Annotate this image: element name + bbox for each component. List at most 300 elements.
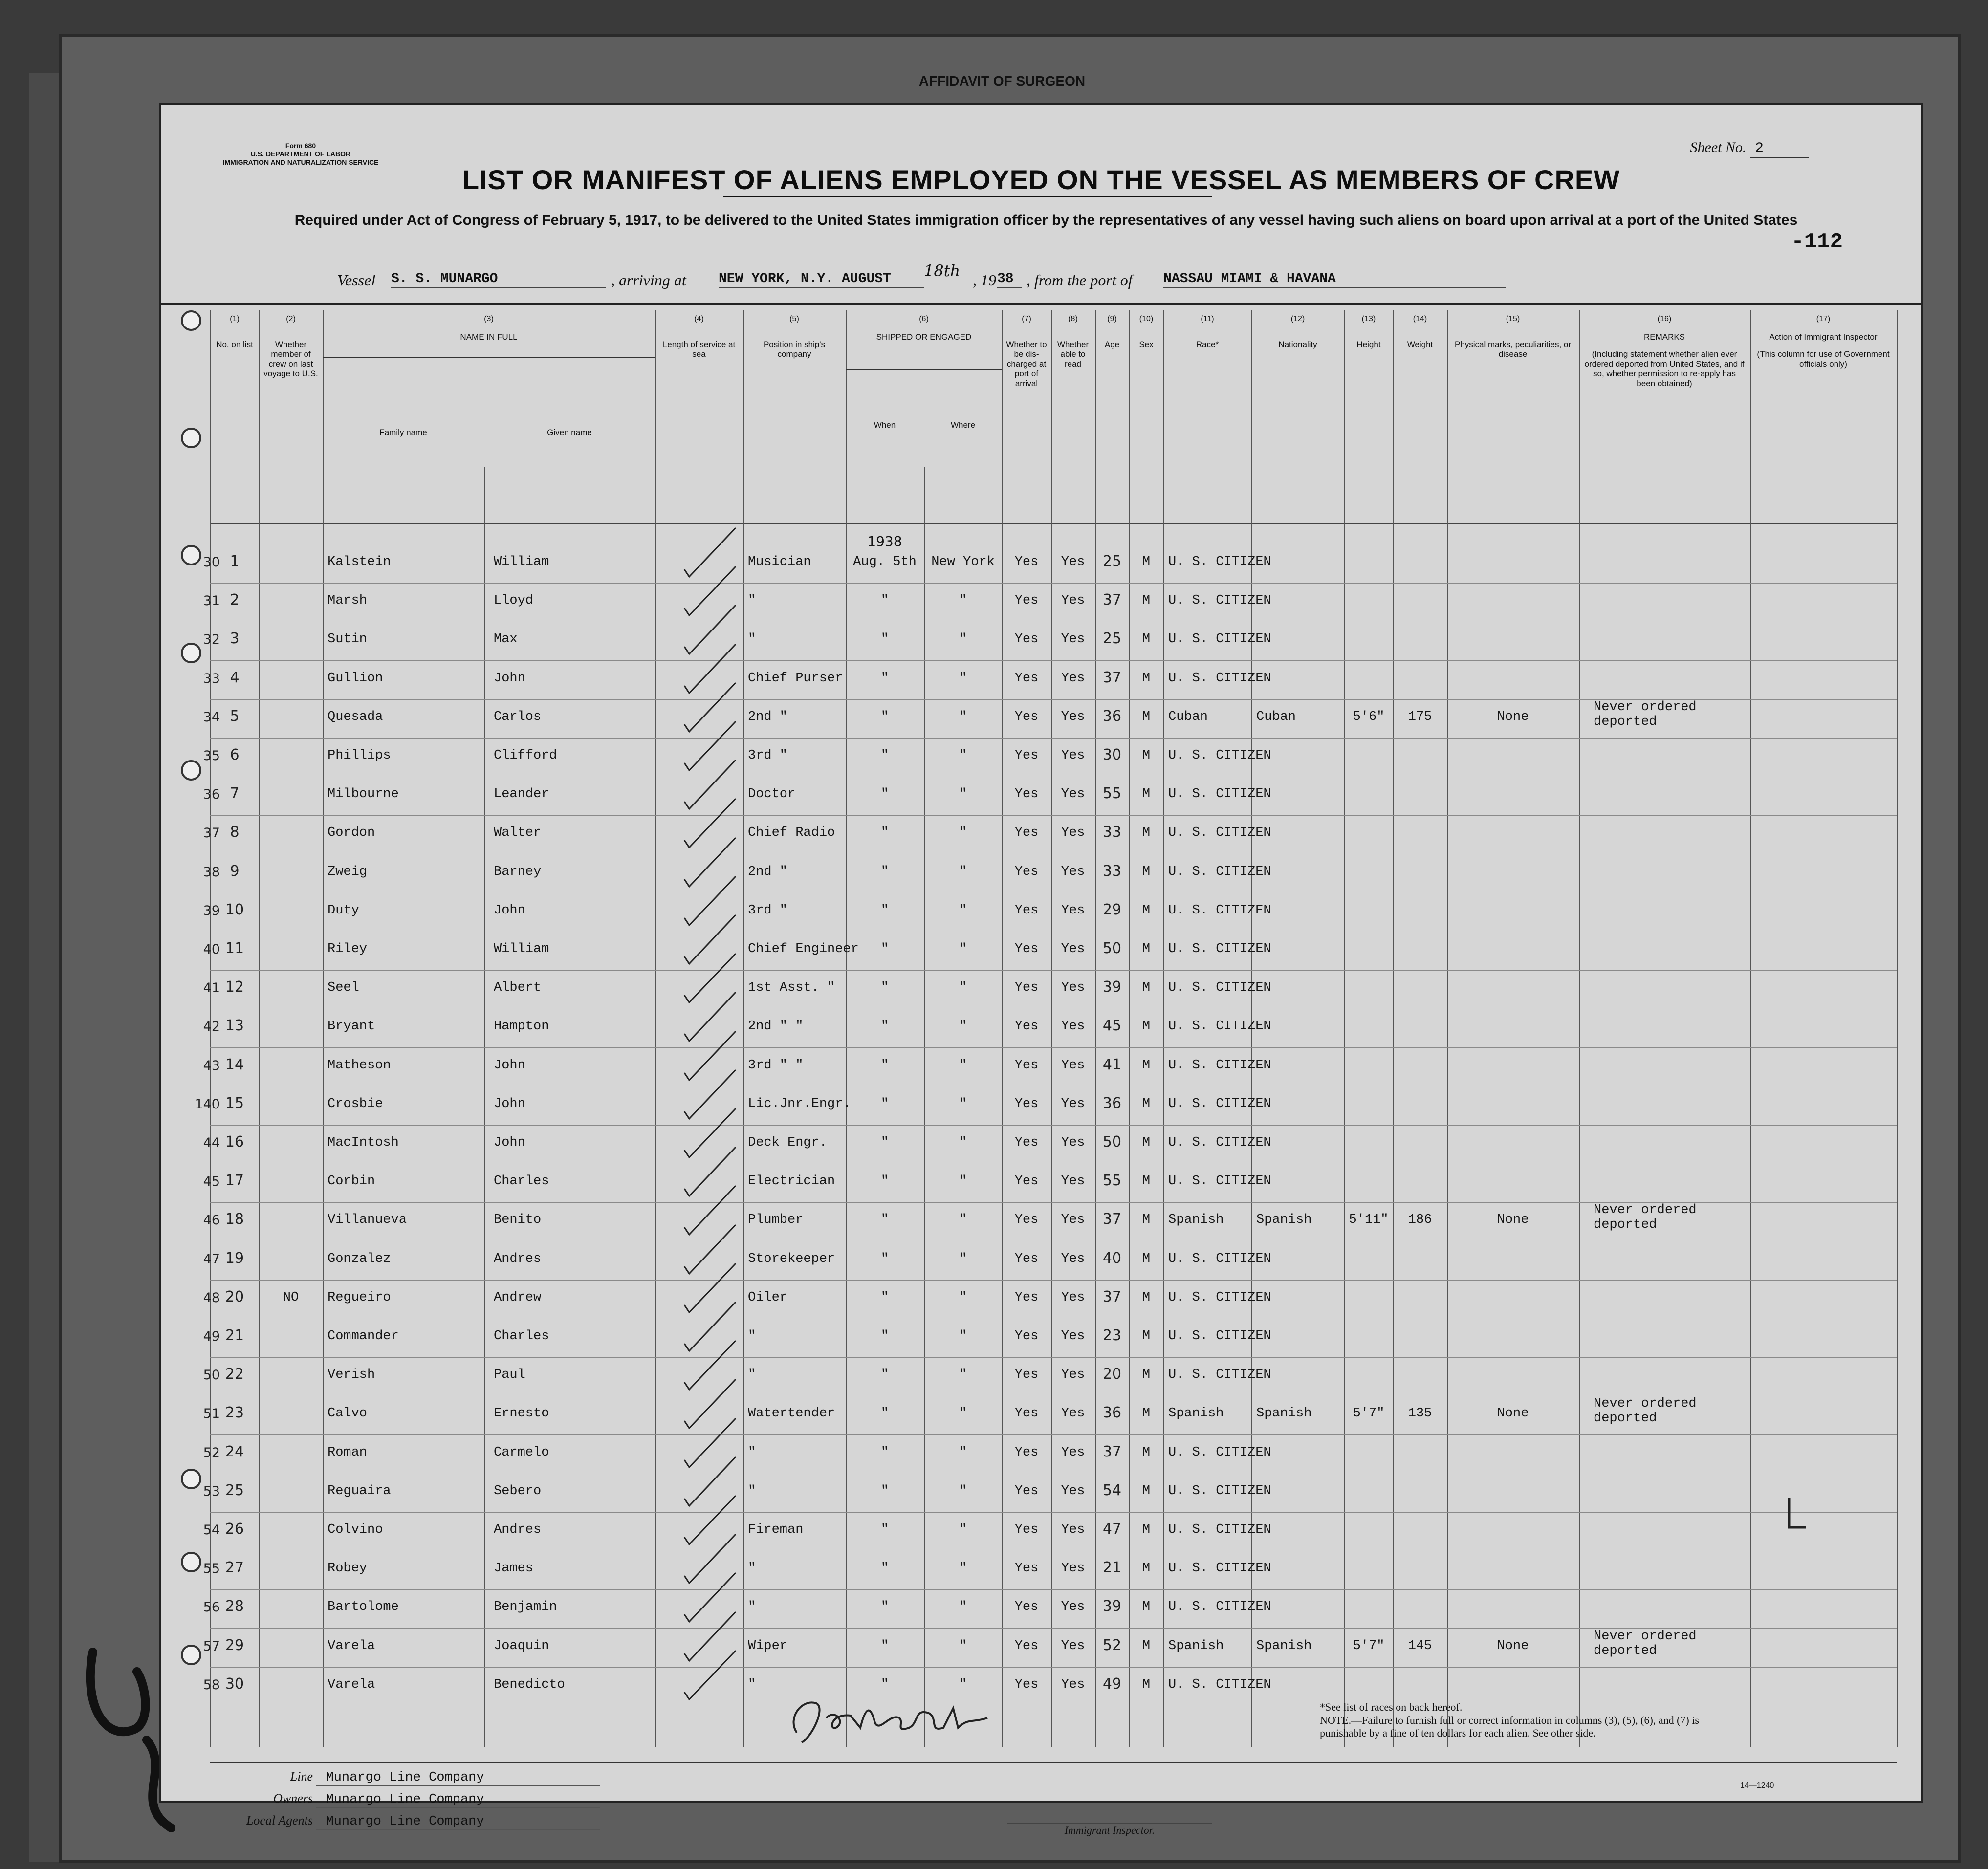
cell-disch: Yes <box>1014 1213 1039 1228</box>
sheet-number <box>1690 139 1809 158</box>
cell-position: " <box>748 1445 756 1460</box>
cell-given: Paul <box>494 1368 525 1383</box>
cell-position: " <box>748 1677 756 1692</box>
cell-disch: Yes <box>1014 826 1039 841</box>
line-label: Line <box>290 1769 313 1783</box>
cell-position: " <box>748 1483 756 1499</box>
cell-where: " <box>959 1174 967 1189</box>
column-header: REMARKS <box>1643 332 1685 342</box>
cell-given: Benedicto <box>494 1677 565 1692</box>
cell-race: U. S. CITIZEN <box>1168 593 1271 609</box>
column-number: (5) <box>789 315 799 323</box>
cell-family: Gonzalez <box>328 1251 391 1266</box>
column-header: Whether member of crew on last voyage to U.S. <box>263 340 318 378</box>
cell-disch: Yes <box>1014 903 1039 918</box>
sequence-number: 35 <box>203 748 220 763</box>
cell-age: 36 <box>1102 1404 1122 1422</box>
cell-sex: M <box>1142 1135 1151 1150</box>
cell-sex: M <box>1142 1174 1151 1189</box>
column-header: Length of service at sea <box>662 340 736 359</box>
cell-disch: Yes <box>1014 1058 1039 1073</box>
cell-given: John <box>494 671 525 686</box>
cell-sex: M <box>1142 1483 1151 1499</box>
table-row <box>203 1242 1897 1280</box>
cell-given: Leander <box>494 787 549 802</box>
cell-disch: Yes <box>1014 1638 1039 1653</box>
cell-position: " <box>748 593 756 609</box>
cell-where: New York <box>931 555 995 569</box>
cell-sex: M <box>1142 632 1151 647</box>
cell-disch: Yes <box>1014 1483 1039 1499</box>
table-row <box>203 971 1897 1009</box>
cell-family: Villanueva <box>328 1213 407 1228</box>
cell-weight: 145 <box>1408 1638 1432 1653</box>
cell-family: Regueiro <box>328 1290 391 1305</box>
cell-remarks: Never ordered deported <box>1594 1629 1697 1658</box>
cell-disch: Yes <box>1014 709 1039 724</box>
cell-family: Matheson <box>328 1058 391 1073</box>
cell-position: " <box>748 1368 756 1383</box>
sequence-number: 37 <box>203 826 220 841</box>
cell-height: 5'7" <box>1353 1638 1385 1653</box>
sequence-number: 38 <box>203 864 220 880</box>
cell-position: 1st Asst. " <box>748 980 835 996</box>
cell-position: " <box>748 632 756 647</box>
cell-where: " <box>959 1677 967 1692</box>
cell-read: Yes <box>1061 1329 1085 1344</box>
table-row <box>203 1435 1897 1474</box>
cell-when: " <box>880 1406 889 1421</box>
title-underline <box>723 196 1212 197</box>
cell-position: 3rd " " <box>748 1058 804 1073</box>
cell-family: Phillips <box>328 748 391 763</box>
cell-read: Yes <box>1061 632 1085 647</box>
cell-marks: None <box>1497 1638 1529 1653</box>
cell-family: Colvino <box>328 1522 383 1537</box>
cell-family: Gullion <box>328 671 383 686</box>
cell-race: U. S. CITIZEN <box>1168 1329 1271 1344</box>
cell-read: Yes <box>1061 942 1085 956</box>
penalty-note: NOTE.—Failure to furnish full or correct information in columns (3), (5), (6), and (7) is punishable by a fine of ten dollars for each alien. See other side. <box>1320 1714 1699 1739</box>
cell-when: " <box>880 748 889 763</box>
sequence-number: 50 <box>203 1368 220 1383</box>
cell-sex: M <box>1142 1251 1151 1266</box>
sequence-number: 30 <box>203 555 220 570</box>
column-number: (8) <box>1068 315 1078 323</box>
cell-race: U. S. CITIZEN <box>1168 1561 1271 1576</box>
cell-given: William <box>494 555 549 569</box>
arrival-year: 38 <box>997 271 1022 288</box>
cell-read: Yes <box>1061 671 1085 686</box>
cell-sex: M <box>1142 826 1151 841</box>
cell-position: Chief Engineer <box>748 942 859 956</box>
column-number: (10) <box>1139 315 1154 323</box>
cell-position: Deck Engr. <box>748 1135 828 1150</box>
cell-no: 16 <box>225 1133 244 1151</box>
cell-race: U. S. CITIZEN <box>1168 980 1271 996</box>
cell-where: " <box>959 632 967 647</box>
cell-when: " <box>880 709 889 724</box>
cell-no: 30 <box>225 1675 244 1693</box>
sequence-number: 58 <box>203 1677 220 1693</box>
cell-family: Riley <box>328 942 368 956</box>
cell-family: Robey <box>328 1561 368 1576</box>
cell-race: U. S. CITIZEN <box>1168 632 1271 647</box>
service-check-mark <box>679 1648 738 1702</box>
cell-position: 2nd " " <box>748 1019 804 1034</box>
column-number: (9) <box>1107 315 1117 323</box>
cell-position: " <box>748 1329 756 1344</box>
cell-race: U. S. CITIZEN <box>1168 1677 1271 1692</box>
crew-manifest-table <box>195 310 1897 1747</box>
cell-age: 23 <box>1102 1327 1122 1344</box>
cell-read: Yes <box>1061 1638 1085 1653</box>
cell-no: 7 <box>230 785 240 803</box>
cell-no: 11 <box>225 940 244 957</box>
cell-when: " <box>880 787 889 802</box>
cell-race: U. S. CITIZEN <box>1168 1174 1271 1189</box>
cell-position: " <box>748 1561 756 1576</box>
cell-no: 8 <box>230 824 240 841</box>
cell-age: 49 <box>1102 1675 1122 1693</box>
cell-age: 55 <box>1102 1172 1122 1190</box>
cell-given: Benito <box>494 1213 542 1228</box>
cell-sex: M <box>1142 1058 1151 1073</box>
column-header: Physical marks, peculiarities, or disease <box>1454 340 1572 359</box>
cell-position: Doctor <box>748 787 796 802</box>
cell-disch: Yes <box>1014 1251 1039 1266</box>
cell-when: " <box>880 1638 889 1653</box>
footer-rule <box>210 1762 1897 1763</box>
column-header: Nationality <box>1278 340 1317 349</box>
cell-race: Spanish <box>1168 1638 1224 1653</box>
cell-age: 55 <box>1102 785 1122 803</box>
cell-family: Bryant <box>328 1019 375 1034</box>
cell-read: Yes <box>1061 1019 1085 1034</box>
binder-hole <box>181 310 201 331</box>
table-row <box>203 1551 1897 1589</box>
cell-where: " <box>959 1058 967 1073</box>
cell-family: Calvo <box>328 1406 368 1421</box>
cell-no: 2 <box>230 591 240 609</box>
cell-given: Charles <box>494 1329 549 1344</box>
cell-remarks: Never ordered deported <box>1594 699 1697 729</box>
cell-read: Yes <box>1061 1213 1085 1228</box>
cell-read: Yes <box>1061 1290 1085 1305</box>
cell-given: Ernesto <box>494 1406 549 1421</box>
affidavit-heading: AFFIDAVIT OF SURGEON <box>918 73 1086 88</box>
column-header: Race* <box>1196 340 1219 349</box>
sequence-number: 55 <box>203 1561 220 1577</box>
cell-when: " <box>880 1483 889 1499</box>
remarks-note: (Including statement whether alien ever ordered deported from United States, and if so, whether permission to re-apply has been obtained) <box>1584 349 1745 388</box>
cell-no: 21 <box>225 1327 244 1344</box>
cell-race: U. S. CITIZEN <box>1168 1290 1271 1305</box>
cell-no: 14 <box>225 1056 244 1073</box>
column-number: (2) <box>286 315 296 323</box>
sheet-number-value: 2 <box>1750 140 1809 158</box>
cell-weight: 175 <box>1408 709 1432 724</box>
cell-no: 19 <box>225 1249 244 1267</box>
cell-sex: M <box>1142 1213 1151 1228</box>
cell-age: 50 <box>1102 1133 1122 1151</box>
cell-read: Yes <box>1061 980 1085 996</box>
cell-age: 33 <box>1102 824 1122 841</box>
cell-when: " <box>880 593 889 609</box>
cell-age: 30 <box>1102 746 1122 763</box>
cell-sex: M <box>1142 1677 1151 1692</box>
inspector-label: Immigrant Inspector. <box>1007 1823 1212 1837</box>
cell-no: 18 <box>225 1211 244 1228</box>
cell-sex: M <box>1142 787 1151 802</box>
cell-sex: M <box>1142 1561 1151 1576</box>
table-row <box>203 1009 1897 1047</box>
table-row <box>203 893 1897 932</box>
cell-read: Yes <box>1061 748 1085 763</box>
table-row <box>203 1396 1897 1434</box>
cell-disch: Yes <box>1014 748 1039 763</box>
cell-sex: M <box>1142 1406 1151 1421</box>
cell-race: U. S. CITIZEN <box>1168 1096 1271 1111</box>
footer-agents <box>240 1813 600 1830</box>
cell-no: 24 <box>225 1443 244 1460</box>
cell-height: 5'11" <box>1349 1213 1389 1228</box>
cell-no: 13 <box>225 1017 244 1035</box>
table-row <box>203 1203 1897 1241</box>
cell-read: Yes <box>1061 1368 1085 1383</box>
arriving-label: , arriving at <box>611 271 686 289</box>
cell-disch: Yes <box>1014 1406 1039 1421</box>
sequence-number: 40 <box>203 942 220 957</box>
arriving-port: NEW YORK, N.Y. AUGUST <box>719 271 924 288</box>
arriving-day: 18th <box>924 261 961 280</box>
cell-family: Varela <box>328 1638 375 1653</box>
cell-sex: M <box>1142 748 1151 763</box>
sequence-number: 36 <box>203 787 220 803</box>
table-row <box>203 661 1897 699</box>
cell-position: Wiper <box>748 1638 788 1653</box>
cell-prev: NO <box>283 1290 299 1305</box>
table-row <box>203 1590 1897 1628</box>
cell-no: 29 <box>225 1636 244 1654</box>
cell-age: 37 <box>1102 1443 1122 1460</box>
table-row <box>203 1358 1897 1396</box>
cell-where: " <box>959 593 967 609</box>
binder-hole <box>181 1469 201 1489</box>
cell-where: " <box>959 748 967 763</box>
cell-family: Zweig <box>328 864 368 879</box>
inspector-initial-mark <box>1779 1493 1813 1537</box>
cell-read: Yes <box>1061 1251 1085 1266</box>
cell-sex: M <box>1142 1368 1151 1383</box>
column-header: Weight <box>1407 340 1433 349</box>
table-row <box>195 1087 1897 1125</box>
cell-family: Kalstein <box>328 555 391 569</box>
cell-given: Barney <box>494 864 542 879</box>
cell-when: " <box>880 1096 889 1111</box>
cell-age: 33 <box>1102 862 1122 880</box>
cell-given: Benjamin <box>494 1600 557 1615</box>
cell-no: 27 <box>225 1559 244 1577</box>
cell-family: Marsh <box>328 593 368 609</box>
cell-position: Storekeeper <box>748 1251 835 1266</box>
cell-when: Aug. 5th <box>853 555 917 569</box>
cell-given: Carlos <box>494 709 542 724</box>
sequence-number: 33 <box>203 671 220 686</box>
manifest-sheet <box>161 105 1921 1836</box>
cell-no: 4 <box>230 669 240 686</box>
cell-where: " <box>959 1135 967 1150</box>
cell-where: " <box>959 1483 967 1499</box>
agents-value: Munargo Line Company <box>316 1814 600 1830</box>
cell-marks: None <box>1497 709 1529 724</box>
sheet-number-label: Sheet No. <box>1690 139 1747 155</box>
cell-sex: M <box>1142 1019 1151 1034</box>
column-rule <box>1897 310 1898 1747</box>
cell-read: Yes <box>1061 1600 1085 1615</box>
cell-remarks: Never ordered deported <box>1594 1203 1697 1233</box>
column-header: Whether to be dis-charged at port of arrival <box>1006 340 1047 388</box>
from-port: NASSAU MIAMI & HAVANA <box>1163 271 1506 288</box>
vessel-line <box>337 261 1804 296</box>
cell-disch: Yes <box>1014 1174 1039 1189</box>
cell-when: " <box>880 903 889 918</box>
cell-no: 12 <box>225 978 244 996</box>
cell-read: Yes <box>1061 709 1085 724</box>
column-header: Height <box>1356 340 1381 349</box>
table-row <box>203 1629 1897 1667</box>
cell-age: 39 <box>1102 1598 1122 1615</box>
table-row <box>203 1164 1897 1202</box>
cell-given: Max <box>494 632 518 647</box>
table-row <box>203 584 1897 622</box>
cell-age: 25 <box>1102 553 1122 570</box>
cell-race: Spanish <box>1168 1406 1224 1421</box>
cell-given: Joaquin <box>494 1638 549 1653</box>
cell-no: 6 <box>230 746 240 763</box>
cell-sex: M <box>1142 671 1151 686</box>
sequence-number: 53 <box>203 1483 220 1499</box>
binder-hole <box>181 428 201 448</box>
page-title: LIST OR MANIFEST OF ALIENS EMPLOYED ON THE VESSEL AS MEMBERS OF CREW <box>462 164 1620 195</box>
page-subtitle: Required under Act of Congress of February 5, 1917, to be delivered to the United States immigration officer by the representatives of any vessel having such aliens on board upon arrival at a port of the United States <box>294 212 1798 228</box>
table-row <box>203 932 1897 970</box>
cell-read: Yes <box>1061 1561 1085 1576</box>
cell-given: Andres <box>494 1522 542 1537</box>
cell-read: Yes <box>1061 1445 1085 1460</box>
cell-when: " <box>880 1135 889 1150</box>
family-name-subheader: Family name <box>379 428 427 437</box>
table-row <box>203 777 1897 815</box>
cell-when: " <box>880 942 889 956</box>
cell-disch: Yes <box>1014 1522 1039 1537</box>
cell-no: 1 <box>230 553 240 570</box>
cell-read: Yes <box>1061 864 1085 879</box>
cell-age: 21 <box>1102 1559 1122 1577</box>
cell-given: Sebero <box>494 1483 542 1499</box>
cell-family: Corbin <box>328 1174 375 1189</box>
cell-given: John <box>494 903 525 918</box>
cell-disch: Yes <box>1014 1368 1039 1383</box>
cell-disch: Yes <box>1014 593 1039 609</box>
cell-race: U. S. CITIZEN <box>1168 671 1271 686</box>
cell-where: " <box>959 864 967 879</box>
cell-sex: M <box>1142 1522 1151 1537</box>
cell-position: Musician <box>748 555 811 569</box>
cell-when: " <box>880 671 889 686</box>
column-number: (3) <box>484 315 494 323</box>
races-note: *See list of races on back hereof. <box>1320 1701 1463 1713</box>
cell-sex: M <box>1142 1445 1151 1460</box>
sequence-number: 51 <box>203 1406 220 1422</box>
form-identifier: Form 680 U.S. DEPARTMENT OF LABOR IMMIGRATION AND NATURALIZATION SERVICE <box>222 142 379 166</box>
cell-read: Yes <box>1061 1058 1085 1073</box>
cell-sex: M <box>1142 1600 1151 1615</box>
sequence-number: 46 <box>203 1213 220 1228</box>
cell-where: " <box>959 1213 967 1228</box>
column-header: Position in ship's company <box>763 340 826 359</box>
cell-position: 2nd " <box>748 709 788 724</box>
cell-marks: None <box>1497 1213 1529 1228</box>
cell-nat: Spanish <box>1256 1213 1312 1228</box>
cell-race: U. S. CITIZEN <box>1168 1368 1271 1383</box>
cell-given: Albert <box>494 980 542 996</box>
cell-where: " <box>959 826 967 841</box>
sequence-number: 56 <box>203 1600 220 1615</box>
table-row <box>203 699 1897 738</box>
column-header: NAME IN FULL <box>460 332 518 342</box>
cell-age: 41 <box>1102 1056 1122 1073</box>
sequence-number: 52 <box>203 1445 220 1460</box>
cell-disch: Yes <box>1014 787 1039 802</box>
cell-race: U. S. CITIZEN <box>1168 787 1271 802</box>
footer-line <box>240 1769 600 1786</box>
cell-where: " <box>959 1329 967 1344</box>
agents-label: Local Agents <box>246 1813 313 1827</box>
cell-disch: Yes <box>1014 671 1039 686</box>
cell-given: Andres <box>494 1251 542 1266</box>
cell-no: 22 <box>225 1366 244 1383</box>
sequence-number: 54 <box>203 1522 220 1538</box>
table-row <box>203 816 1897 854</box>
header-sub-rule <box>846 369 1002 370</box>
table-row <box>203 533 1897 583</box>
cell-race: U. S. CITIZEN <box>1168 1251 1271 1266</box>
cell-race: U. S. CITIZEN <box>1168 1600 1271 1615</box>
cell-when: " <box>880 632 889 647</box>
cell-disch: Yes <box>1014 1561 1039 1576</box>
cell-disch: Yes <box>1014 864 1039 879</box>
binder-hole <box>181 760 201 781</box>
header-bottom-rule <box>210 523 1897 524</box>
cell-position: 2nd " <box>748 864 788 879</box>
line-value: Munargo Line Company <box>316 1770 600 1786</box>
cell-family: Roman <box>328 1445 368 1460</box>
cell-read: Yes <box>1061 1135 1085 1150</box>
cell-nat: Spanish <box>1256 1638 1312 1653</box>
sequence-number: 34 <box>203 709 220 725</box>
cell-where: " <box>959 980 967 996</box>
cell-sex: M <box>1142 903 1151 918</box>
cell-remarks: Never ordered deported <box>1594 1396 1697 1426</box>
cell-sex: M <box>1142 709 1151 724</box>
column-header: SHIPPED OR ENGAGED <box>876 332 972 342</box>
column-number: (15) <box>1506 315 1520 323</box>
cell-where: " <box>959 942 967 956</box>
cell-given: John <box>494 1135 525 1150</box>
sequence-number: 47 <box>203 1251 220 1267</box>
cell-weight: 186 <box>1408 1213 1432 1228</box>
